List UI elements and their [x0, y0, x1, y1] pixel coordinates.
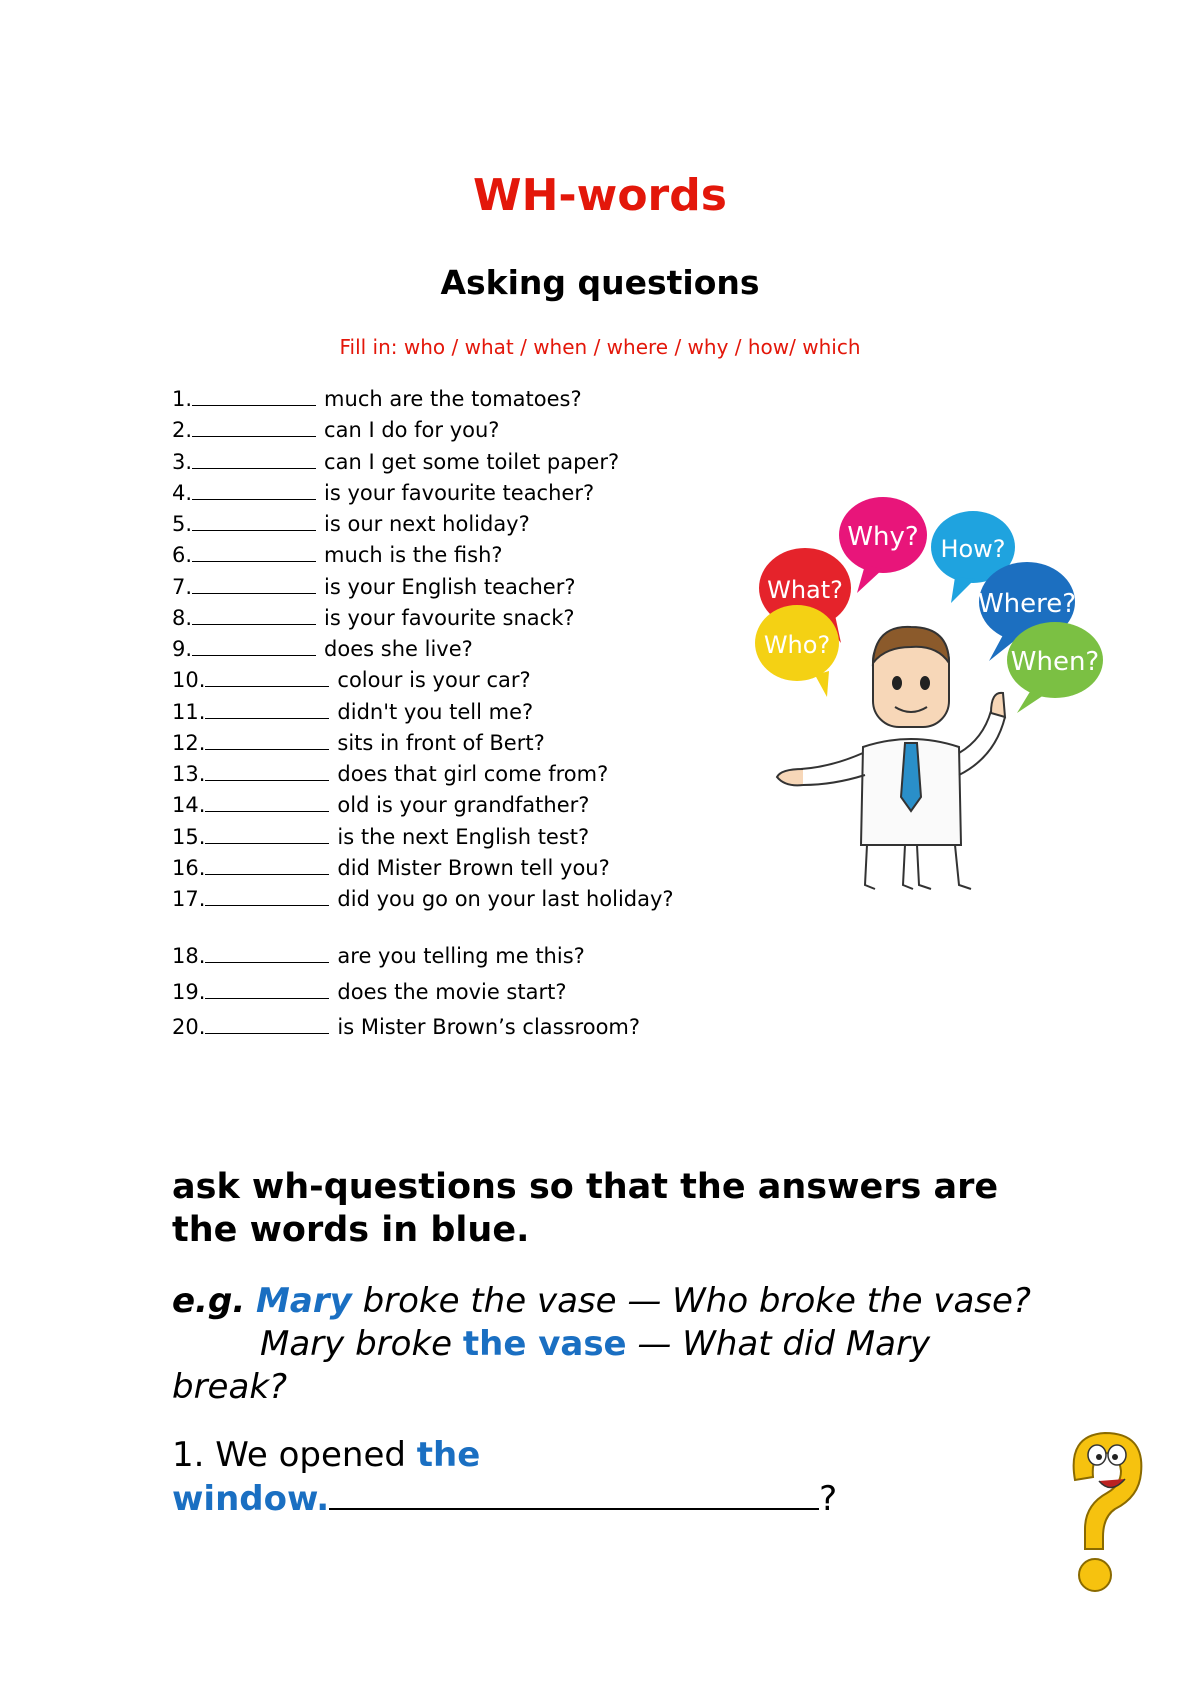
question-number: 7. — [172, 575, 193, 599]
example-blue-word-2: the vase — [462, 1324, 627, 1364]
question-text: is your English teacher? — [324, 575, 576, 599]
question-text: can I do for you? — [324, 418, 500, 442]
question-item — [172, 822, 589, 852]
example-line-1-rest: broke the vase — Who broke the vase? — [351, 1281, 1031, 1321]
question-text: are you telling me this? — [337, 944, 585, 968]
example-line-2-start: Mary broke — [260, 1324, 463, 1364]
question-number: 14. — [172, 793, 206, 817]
fill-in-blank[interactable] — [192, 448, 316, 469]
question-number: 12. — [172, 731, 206, 755]
question-text: is the next English test? — [337, 825, 590, 849]
question-item — [172, 415, 499, 445]
question-number: 4. — [172, 481, 193, 505]
task-1 — [172, 1433, 892, 1521]
question-item — [172, 603, 575, 633]
question-item — [172, 697, 533, 727]
question-number: 20. — [172, 1015, 206, 1039]
example-blue-word-1: Mary — [256, 1281, 352, 1321]
question-number: 11. — [172, 700, 206, 724]
question-text: didn't you tell me? — [337, 700, 534, 724]
page-subtitle: Asking questions — [440, 263, 760, 302]
question-item — [172, 941, 585, 971]
question-item — [172, 1012, 640, 1042]
question-number: 16. — [172, 856, 206, 880]
question-number: 9. — [172, 637, 193, 661]
question-text: does that girl come from? — [337, 762, 609, 786]
question-text: is your favourite snack? — [324, 606, 575, 630]
bubble-when — [1007, 622, 1103, 713]
question-number: 10. — [172, 668, 206, 692]
question-item — [172, 572, 575, 602]
fill-in-blank[interactable] — [205, 760, 329, 781]
fill-in-blank[interactable] — [192, 385, 316, 406]
bubble-why — [839, 497, 927, 593]
question-item — [172, 540, 503, 570]
svg-text:When?: When? — [1010, 647, 1100, 677]
fill-in-blank[interactable] — [205, 666, 329, 687]
fill-in-blank[interactable] — [192, 541, 316, 562]
question-number: 6. — [172, 543, 193, 567]
task-1-blue-a: the — [416, 1435, 481, 1475]
task-1-blue-b: window. — [172, 1479, 330, 1519]
svg-text:What?: What? — [767, 576, 843, 604]
question-number: 5. — [172, 512, 193, 536]
fill-in-blank[interactable] — [192, 416, 316, 437]
page-title: WH-words — [473, 170, 727, 221]
task-1-prefix: 1. We opened — [172, 1435, 417, 1475]
question-number: 19. — [172, 980, 206, 1004]
question-number: 2. — [172, 418, 193, 442]
section-2-heading: ask wh-questions so that the answers are the words in blue. — [172, 1167, 999, 1250]
fill-in-blank[interactable] — [205, 885, 329, 906]
question-item — [172, 728, 545, 758]
question-item — [172, 884, 674, 914]
instruction-text: Fill in: who / what / when / where / why / how/ which — [339, 335, 861, 359]
fill-in-blank[interactable] — [205, 823, 329, 844]
fill-in-blank[interactable] — [205, 791, 329, 812]
fill-in-blank[interactable] — [205, 729, 329, 750]
fill-in-blank[interactable] — [205, 1013, 329, 1034]
fill-in-blank[interactable] — [205, 854, 329, 875]
question-number: 13. — [172, 762, 206, 786]
question-item — [172, 478, 594, 508]
fill-in-blank[interactable] — [192, 479, 316, 500]
question-item — [172, 853, 610, 883]
fill-in-blank[interactable] — [192, 510, 316, 531]
question-text: does she live? — [324, 637, 473, 661]
question-text: is your favourite teacher? — [324, 481, 595, 505]
fill-in-blank[interactable] — [192, 635, 316, 656]
question-text: did Mister Brown tell you? — [337, 856, 610, 880]
question-item — [172, 509, 530, 539]
bubble-who — [755, 605, 839, 697]
example-block — [172, 1280, 1122, 1409]
question-text: does the movie start? — [337, 980, 567, 1004]
example-line-1 — [172, 1280, 1122, 1323]
question-text: did you go on your last holiday? — [337, 887, 674, 911]
question-number: 15. — [172, 825, 206, 849]
example-line-2 — [172, 1323, 1122, 1366]
question-item — [172, 759, 608, 789]
question-number: 17. — [172, 887, 206, 911]
task-1-end: ? — [819, 1479, 838, 1519]
fill-in-blank[interactable] — [205, 698, 329, 719]
fill-in-blank[interactable] — [205, 978, 329, 999]
svg-text:Who?: Who? — [763, 631, 831, 659]
question-item — [172, 634, 473, 664]
example-line-3: break? — [172, 1367, 288, 1407]
svg-text:Where?: Where? — [977, 589, 1077, 619]
fill-in-blank[interactable] — [205, 942, 329, 963]
question-text: sits in front of Bert? — [337, 731, 545, 755]
question-text: colour is your car? — [337, 668, 531, 692]
question-mark-cartoon-icon — [1055, 1425, 1150, 1595]
question-text: old is your grandfather? — [337, 793, 590, 817]
question-number: 1. — [172, 387, 193, 411]
example-label: e.g. — [172, 1281, 246, 1321]
svg-text:Why?: Why? — [847, 522, 919, 552]
fill-in-blank[interactable] — [192, 604, 316, 625]
question-item — [172, 447, 619, 477]
question-item — [172, 384, 582, 414]
task-1-answer-line[interactable] — [329, 1478, 819, 1510]
question-text: is Mister Brown’s classroom? — [337, 1015, 641, 1039]
question-number: 8. — [172, 606, 193, 630]
man-with-question-bubbles-illustration — [755, 485, 1135, 895]
question-text: is our next holiday? — [324, 512, 530, 536]
question-number: 18. — [172, 944, 206, 968]
fill-in-blank[interactable] — [192, 573, 316, 594]
question-text: can I get some toilet paper? — [324, 450, 620, 474]
example-line-2-rest: — What did Mary — [626, 1324, 931, 1364]
question-text: much is the fish? — [324, 543, 503, 567]
question-text: much are the tomatoes? — [324, 387, 582, 411]
question-item — [172, 790, 589, 820]
question-item — [172, 665, 531, 695]
svg-text:How?: How? — [940, 535, 1006, 563]
question-item — [172, 977, 566, 1007]
question-number: 3. — [172, 450, 193, 474]
